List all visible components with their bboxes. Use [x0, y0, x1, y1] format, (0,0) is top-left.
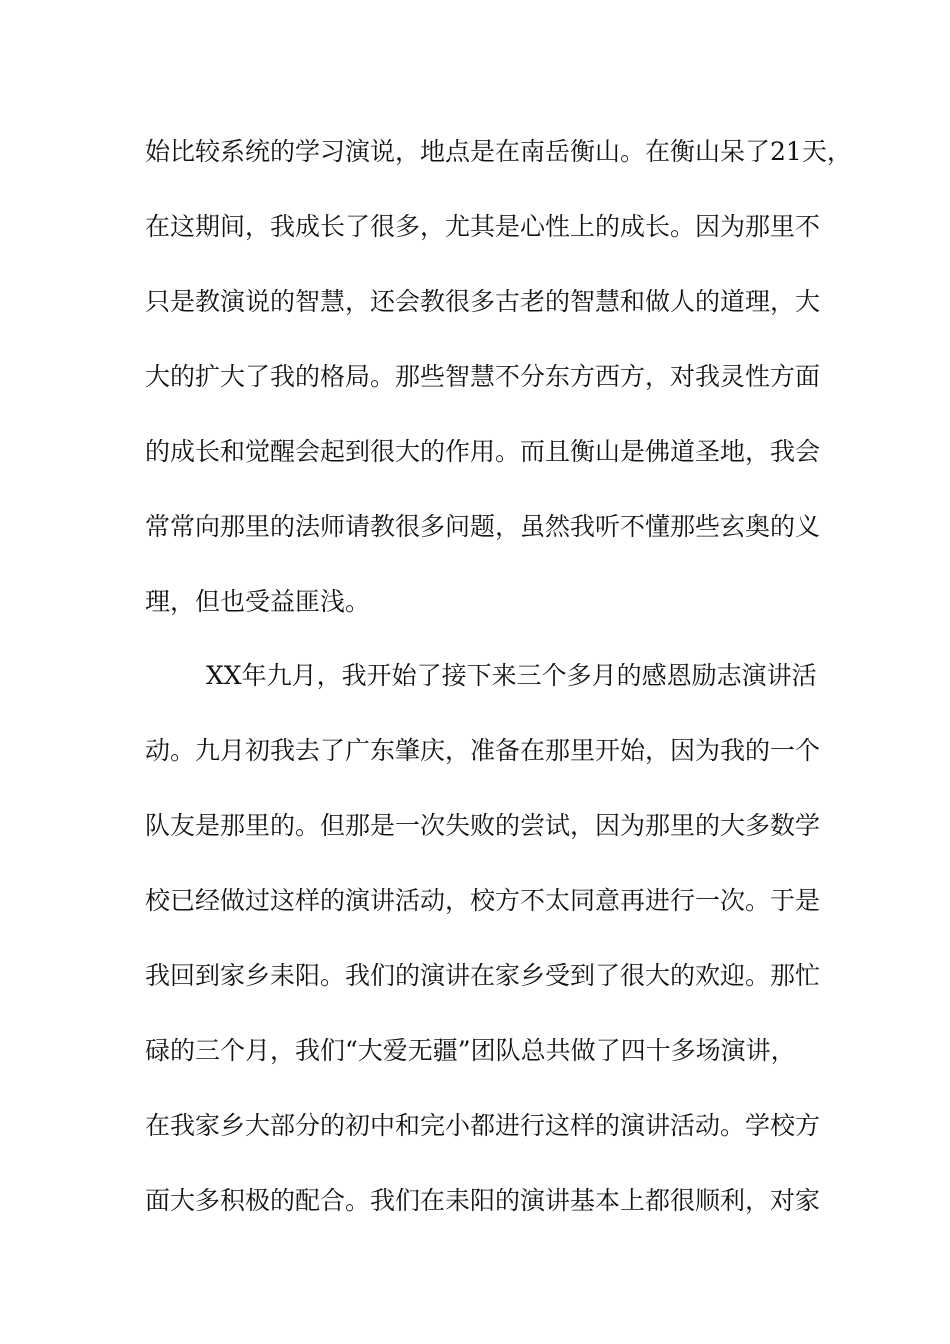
text-line: 动。九月初我去了广东肇庆，准备在那里开始，因为我的一个 [145, 736, 821, 765]
text-line: 只是教演说的智慧，还会教很多古老的智慧和做人的道理，大 [145, 287, 821, 316]
text-line: 碌的三个月，我们“大爱无疆”团队总共做了四十多场演讲， [145, 1036, 796, 1065]
text-line: 校已经做过这样的演讲活动，校方不太同意再进行一次。于是 [145, 886, 821, 915]
text-line: XX年九月，我开始了接下来三个多月的感恩励志演讲活 [206, 661, 817, 690]
text-line: 大的扩大了我的格局。那些智慧不分东方西方，对我灵性方面 [145, 362, 821, 391]
text-line: 始比较系统的学习演说，地点是在南岳衡山。在衡山呆了21天， [145, 137, 852, 166]
text-line: 我回到家乡耒阳。我们的演讲在家乡受到了很大的欢迎。那忙 [145, 961, 821, 990]
text-line: 的成长和觉醒会起到很大的作用。而且衡山是佛道圣地，我会 [145, 437, 821, 466]
text-line: 常常向那里的法师请教很多问题，虽然我听不懂那些玄奥的义 [145, 512, 821, 541]
text-line: 队友是那里的。但那是一次失败的尝试，因为那里的大多数学 [145, 811, 821, 840]
text-line: 在这期间，我成长了很多，尤其是心性上的成长。因为那里不 [145, 212, 821, 241]
text-line: 理，但也受益匪浅。 [145, 587, 371, 616]
text-line: 面大多积极的配合。我们在耒阳的演讲基本上都很顺利，对家 [145, 1186, 821, 1215]
text-line: 在我家乡大部分的初中和完小都进行这样的演讲活动。学校方 [145, 1111, 821, 1140]
